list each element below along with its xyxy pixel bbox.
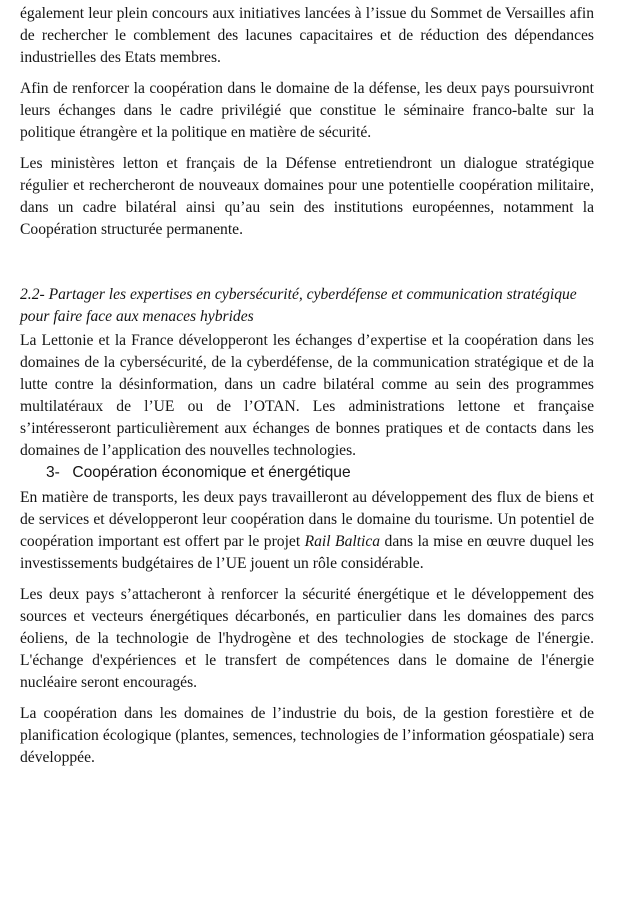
- section-2-2-heading: 2.2- Partager les expertises en cybersécurité, cyberdéfense et communication stratégique pour faire face aux menaces hybrides: [20, 286, 577, 325]
- section-3-heading: [20, 462, 594, 484]
- paragraph-defense-cooperation: Afin de renforcer la coopération dans le domaine de la défense, les deux pays poursuivront leurs échanges dans le cadre privilégié que constitue le séminaire franco-balte sur la politique étrangère et la politique en matière de sécurité.: [20, 80, 594, 141]
- paragraph-transport: [20, 487, 594, 575]
- section-3-number: 3-: [46, 464, 60, 481]
- document-page: [20, 3, 594, 769]
- rail-baltica-term: Rail Baltica: [304, 533, 381, 550]
- transport-text-start: En matière de transports, les deux pays travailleront au développement des flux de biens et de services et développeront leur coopération dans le domaine du tourisme. Un potentiel de coopération important est offert par le projet: [20, 489, 594, 550]
- section-3-title: Coopération économique et énergétique: [72, 464, 351, 481]
- transport-text-end: dans la mise en œuvre duquel les investissements budgétaires de l’UE jouent un rôle considérable.: [20, 533, 594, 572]
- paragraph-cyber-cooperation: La Lettonie et la France développeront les échanges d’expertise et la coopération dans les domaines de la cybersécurité, de la cyberdéfense, de la communication stratégique et de la lutte contre la désinformation, dans un cadre bilatéral comme au sein des programmes multilatéraux de l’UE ou de l’OTAN. Les administrations lettone et française s’intéresseront particulièrement aux échanges de bonnes pratiques et de contacts dans les domaines de l’application des nouvelles technologies.: [20, 332, 594, 459]
- paragraph-versailles-summit: également leur plein concours aux initiatives lancées à l’issue du Sommet de Versailles afin de rechercher le comblement des lacunes capacitaires et de réduction des dépendances industrielles des Etats membres.: [20, 5, 594, 66]
- paragraph-energy: Les deux pays s’attacheront à renforcer la sécurité énergétique et le développement des sources et vecteurs énergétiques décarbonés, en particulier dans les domaines des parcs éoliens, de la technologie de l'hydrogène et des technologies de stockage de l'énergie. L'échange d'expériences et le transfert de compétences dans le domaine de l'énergie nucléaire seront encouragés.: [20, 586, 594, 691]
- paragraph-wood-industry: La coopération dans les domaines de l’industrie du bois, de la gestion forestière et de planification écologique (plantes, semences, technologies de l’information géospatiale) sera développée.: [20, 705, 594, 766]
- paragraph-defense-ministries: Les ministères letton et français de la Défense entretiendront un dialogue stratégique régulier et rechercheront de nouveaux domaines pour une potentielle coopération militaire, dans un cadre bilatéral ainsi qu’au sein des institutions européennes, notamment la Coopération structurée permanente.: [20, 155, 594, 238]
